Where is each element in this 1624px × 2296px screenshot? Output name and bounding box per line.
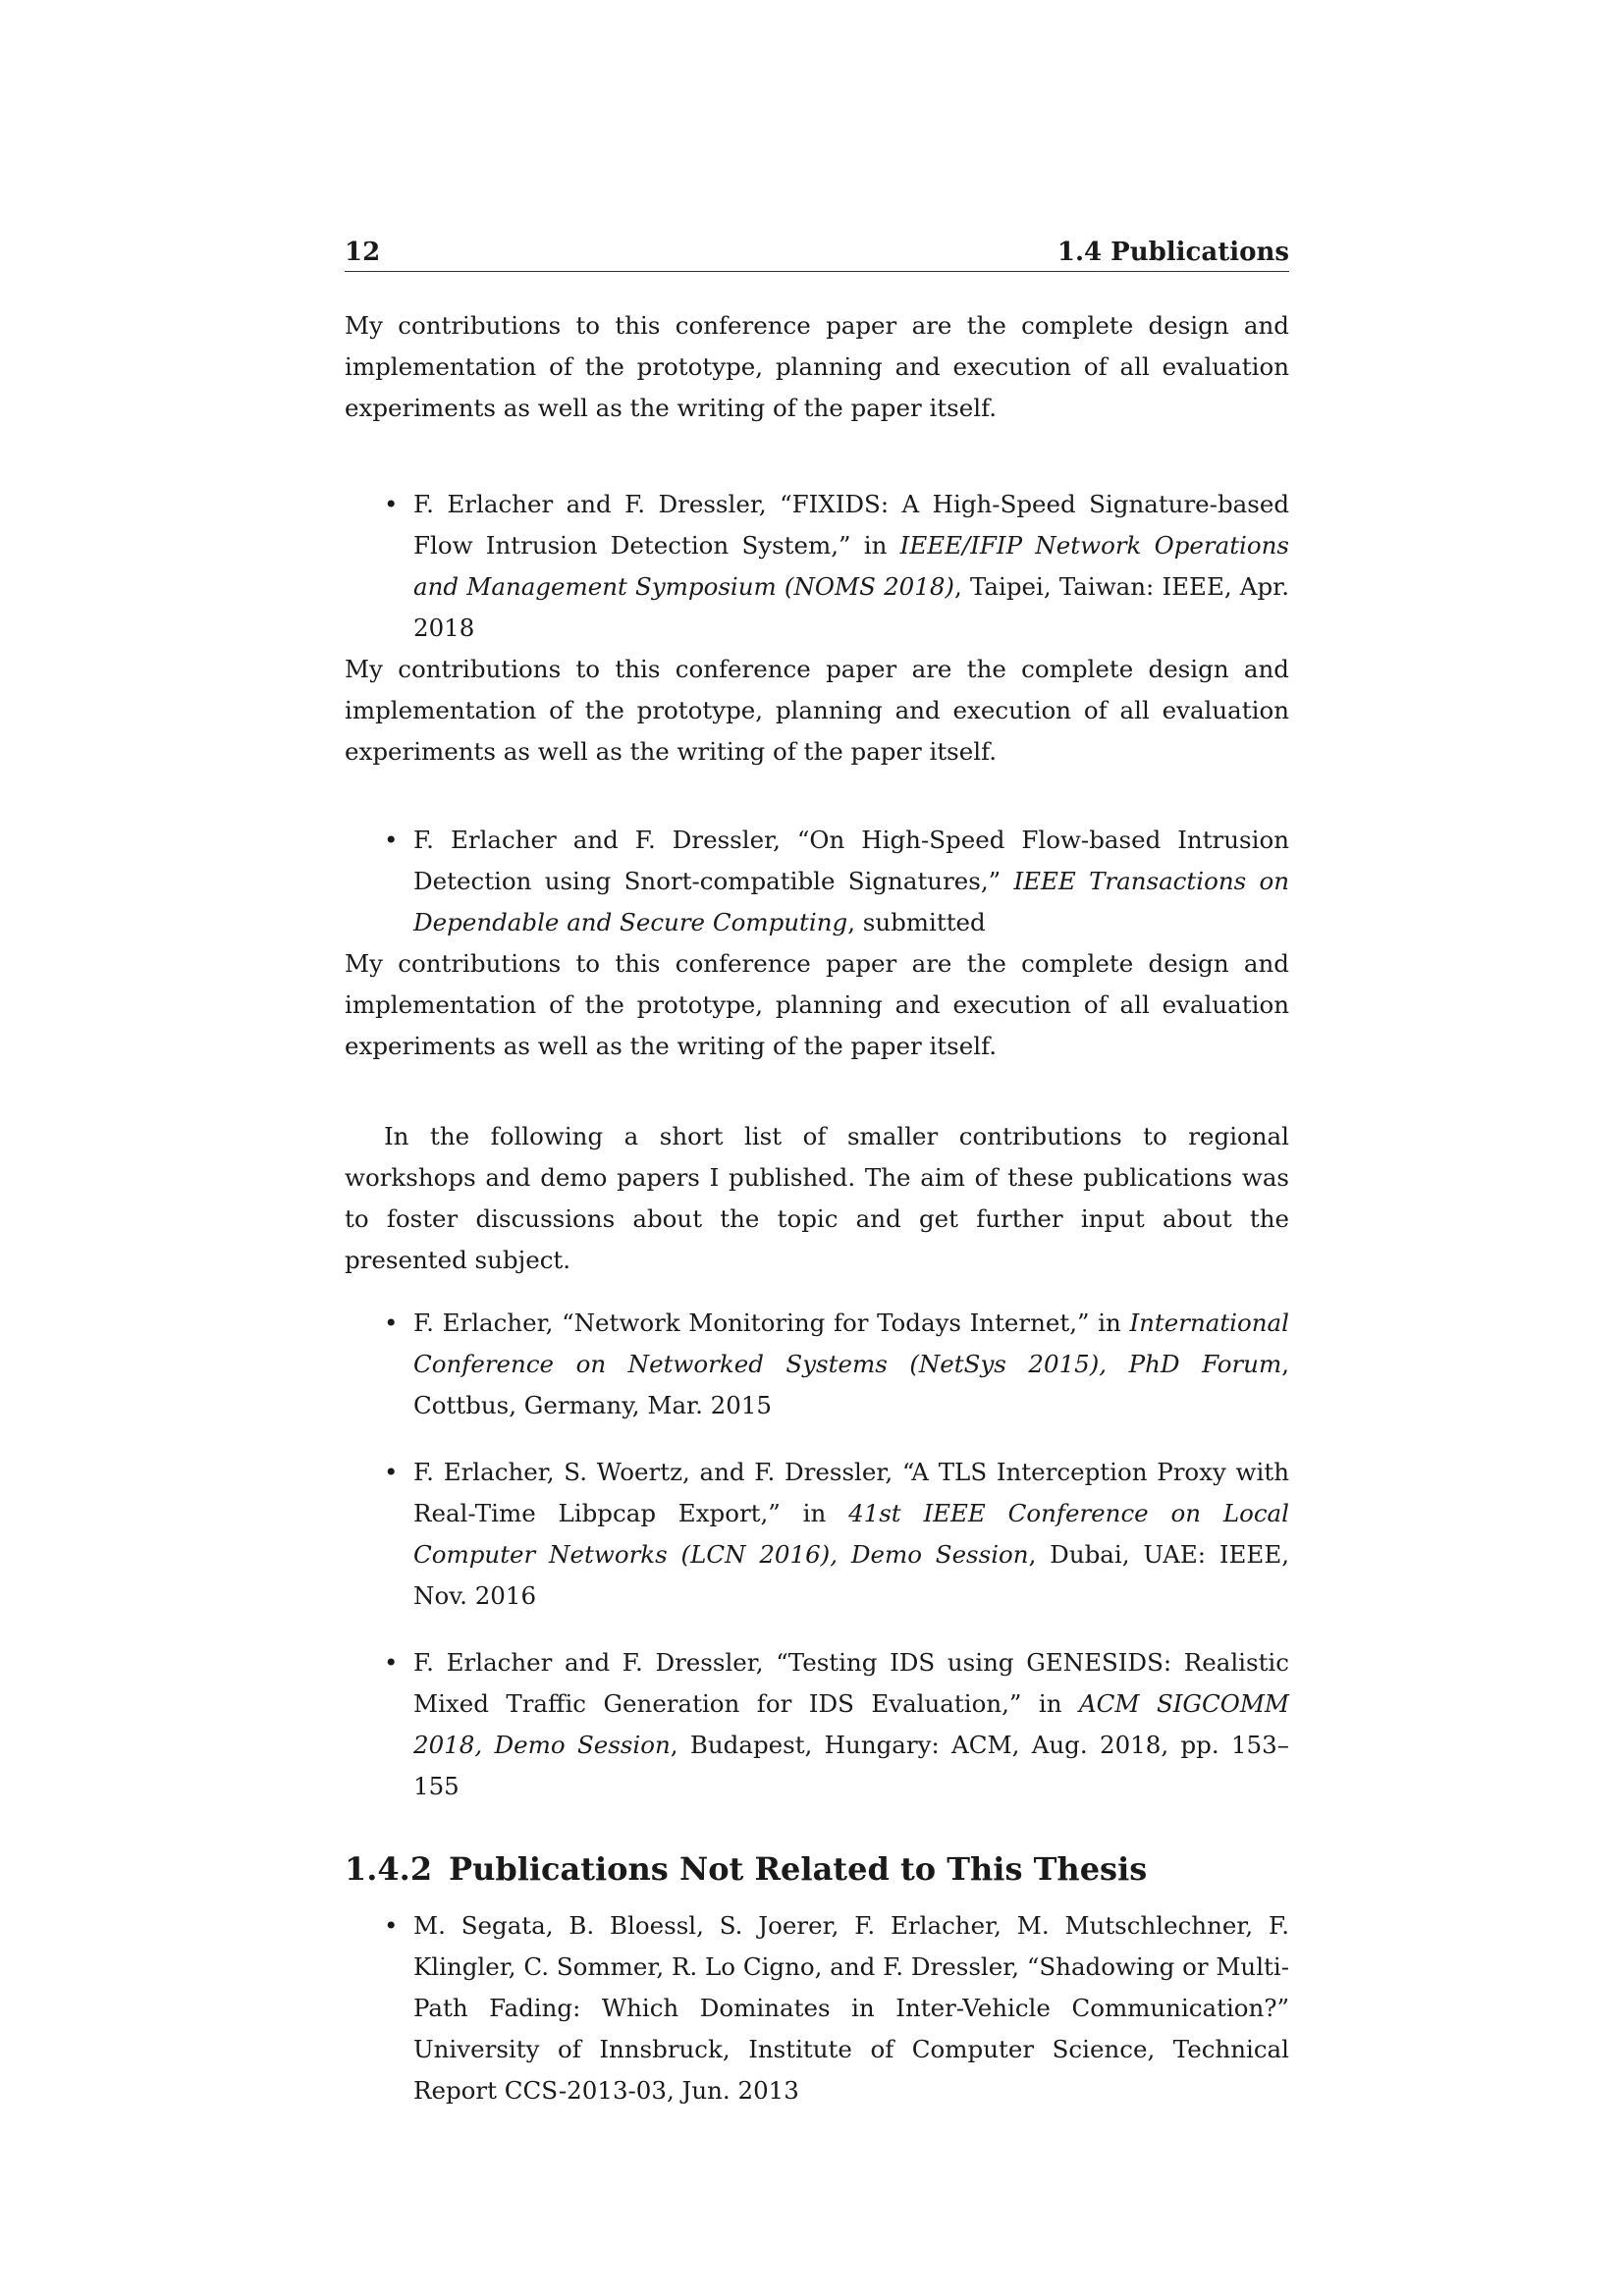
bullet-icon: • bbox=[384, 1458, 399, 1486]
subsection-title: Publications Not Related to This Thesis bbox=[449, 1850, 1148, 1888]
intro-paragraph: In the following a short list of smaller contributions to regional workshops and demo papers I published. The aim of these publications was to foster discussions about the topic and get further input about the presented subject. bbox=[345, 1122, 1289, 1274]
page-number: 12 bbox=[345, 238, 381, 267]
contribution-note: My contributions to this conference paper are the complete design and implementation of the prototype, planning and execution of all evaluation experiments as well as the writing of the paper itself. bbox=[345, 949, 1289, 1060]
publication-item: • F. Erlacher, “Network Monitoring for Todays Internet,” in International Conference on Networked Systems (NetSys 2015), PhD Forum, Cottbus, Germany, Mar. 2015 bbox=[345, 1303, 1289, 1426]
subsection-heading bbox=[345, 1848, 1289, 1890]
main-publication-list bbox=[345, 820, 1289, 943]
publication-item: • F. Erlacher and F. Dressler, “FIXIDS: A High-Speed Signature-based Flow Intrusion Detection System,” in IEEE/IFIP Network Operations and Management Symposium (NOMS 2018), Taipei, Taiwan: IEEE, Apr. 2018 bbox=[345, 484, 1289, 649]
page-body bbox=[345, 238, 1289, 2111]
bullet-icon: • bbox=[384, 1308, 399, 1337]
other-publication-list bbox=[345, 1905, 1289, 2111]
publication-item: • F. Erlacher, S. Woertz, and F. Dressler, “A TLS Interception Proxy with Real-Time Libpcap Export,” in 41st IEEE Conference on Local Computer Networks (LCN 2016), Demo Session, Dubai, UAE: IEEE, Nov. 2016 bbox=[345, 1452, 1289, 1617]
running-header bbox=[345, 238, 1289, 272]
publication-item: • M. Segata, B. Bloessl, S. Joerer, F. Erlacher, M. Mutschlechner, F. Klingler, C. Sommer, R. Lo Cigno, and F. Dressler, “Shadowing or Multi-Path Fading: Which Dominates in Inter-Vehicle Communication?” University of Innsbruck, Institute of Computer Science, Technical Report CCS-2013-03, Jun. 2013 bbox=[345, 1905, 1289, 2111]
bullet-icon: • bbox=[384, 826, 399, 854]
section-title: 1.4 Publications bbox=[1056, 238, 1289, 267]
bullet-icon: • bbox=[384, 1648, 399, 1677]
bullet-icon: • bbox=[384, 1911, 399, 1940]
main-publication-list bbox=[345, 484, 1289, 649]
text-block bbox=[345, 305, 1289, 2111]
publication-item: • F. Erlacher and F. Dressler, “On High-Speed Flow-based Intrusion Detection using Snort-compatible Signatures,” IEEE Transactions on Dependable and Secure Computing, submitted bbox=[345, 820, 1289, 943]
workshop-publication-list bbox=[345, 1303, 1289, 1807]
contribution-note: My contributions to this conference paper are the complete design and implementation of the prototype, planning and execution of all evaluation experiments as well as the writing of the paper itself. bbox=[345, 655, 1289, 766]
publication-item: • F. Erlacher and F. Dressler, “Testing IDS using GENESIDS: Realistic Mixed Traffic Generation for IDS Evaluation,” in ACM SIGCOMM 2018, Demo Session, Budapest, Hungary: ACM, Aug. 2018, pp. 153–155 bbox=[345, 1642, 1289, 1807]
bullet-icon: • bbox=[384, 490, 399, 518]
contribution-note: My contributions to this conference paper are the complete design and implementation of the prototype, planning and execution of all evaluation experiments as well as the writing of the paper itself. bbox=[345, 311, 1289, 422]
subsection-number: 1.4.2 bbox=[345, 1850, 433, 1888]
